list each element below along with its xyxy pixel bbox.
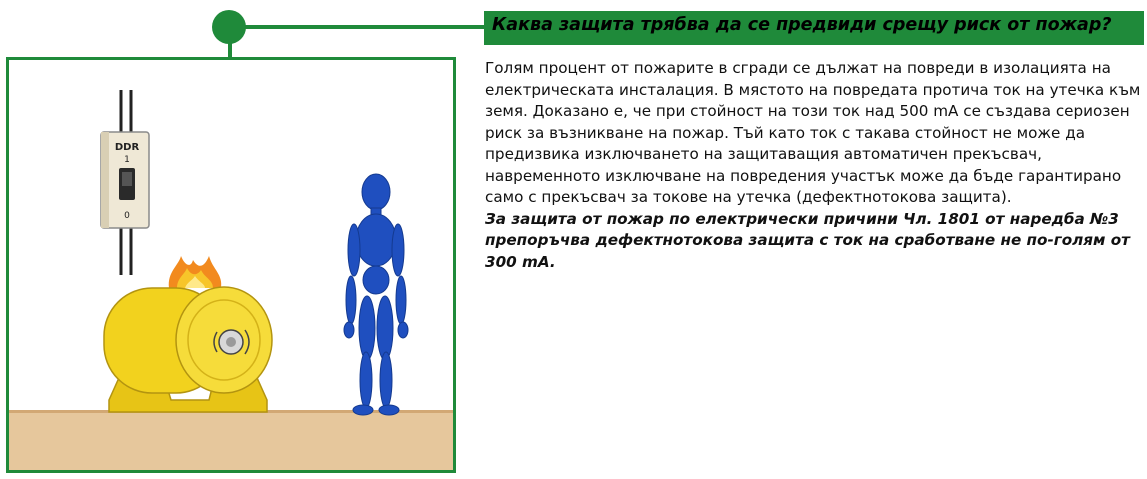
illustration-frame bbox=[6, 57, 456, 473]
ddr-switch bbox=[101, 132, 149, 228]
section-heading bbox=[484, 11, 1144, 45]
electric-motor bbox=[104, 287, 272, 412]
regulation-note: За защита от пожар по електрически причини Чл. 1801 от наредба №3 препоръчва дефектнотокова защита с ток на сработване не по-голям от 300 mA. bbox=[485, 209, 1130, 271]
connector-dot bbox=[212, 10, 246, 44]
fire-risk-illustration bbox=[9, 60, 453, 470]
connector-line bbox=[230, 25, 486, 29]
body-paragraph: Голям процент от пожарите в сгради се дължат на повреди в изолацията на електрическата инсталация. В мястото на повредата протича ток на утечка към земя. Доказано е, че при стойност на този ток над 500 mA се създава сериозен риск за възникване на пожар. Тъй като ток с такава стойност не може да предизвика изключването на защитаващия автоматичен прекъсвач, навременното изключване на повредения участък може да бъде гарантирано само с прекъсвач за токове на утечка (дефектнотокова защита). bbox=[485, 59, 1141, 206]
floor bbox=[9, 410, 453, 470]
fire-icon bbox=[169, 256, 221, 288]
switch-label: DDR bbox=[114, 142, 140, 153]
switch-on-mark: 1 bbox=[124, 155, 130, 165]
body-text bbox=[485, 58, 1145, 273]
human-figure bbox=[344, 174, 408, 415]
switch-off-mark: 0 bbox=[124, 211, 130, 221]
heading-text: Каква защита трябва да се предвиди срещу риск от пожар? bbox=[492, 15, 1112, 35]
